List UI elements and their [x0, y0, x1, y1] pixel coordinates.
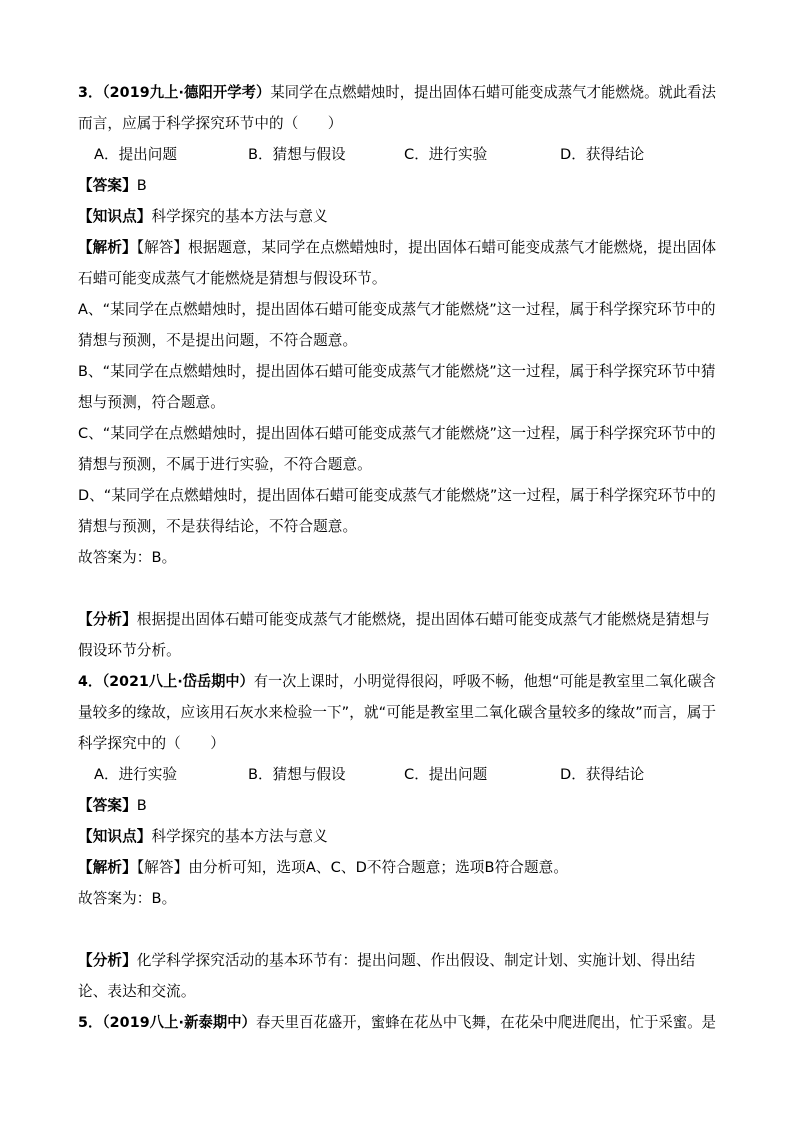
q3-explain-d-line2: 猜想与预测，不是获得结论，不符合题意。 — [78, 518, 358, 535]
q4-option-a: A．进行实验 — [94, 766, 177, 783]
analysis-tag: 【解析】 — [78, 239, 137, 256]
q5-stem-line1: 5．（2019八上·新泰期中）春天里百花盛开，蜜蜂在花丛中飞舞，在花朵中爬进爬出，忙于采蜜。是 — [78, 1014, 717, 1031]
q4-stem-line3: 科学探究中的（ ） — [78, 735, 225, 752]
q3-stem-line2: 而言，应属于科学探究环节中的（ ） — [78, 115, 343, 132]
q4-stem-line1: 4．（2021八上·岱岳期中）有一次上课时，小明觉得很闷，呼吸不畅，他想“可能是教室里二氧化碳含 — [78, 673, 716, 690]
q4-knowledge: 【知识点】科学探究的基本方法与意义 — [78, 828, 328, 845]
fenxi-tag: 【分析】 — [78, 952, 137, 969]
q3-explain-a-line1: A、“某同学在点燃蜡烛时，提出固体石蜡可能变成蒸气才能燃烧”这一过程，属于科学探究环节中的 — [78, 301, 716, 318]
q3-final-answer: 故答案为：B。 — [78, 549, 177, 566]
q3-explain-b-line1: B、“某同学在点燃蜡烛时，提出固体石蜡可能变成蒸气才能燃烧”这一过程，属于科学探究环节中猜 — [78, 363, 716, 380]
q4-option-b: B．猜想与假设 — [248, 766, 346, 783]
analysis-tag: 【解析】 — [78, 859, 137, 876]
q3-stem-line1: 3．（2019九上·德阳开学考）某同学在点燃蜡烛时，提出固体石蜡可能变成蒸气才能燃烧。就此看法 — [78, 84, 717, 101]
solution-tag: 【解答】 — [136, 859, 189, 876]
answer-tag: 【答案】 — [78, 177, 137, 194]
q4-stem-line2: 量较多的缘故，应该用石灰水来检验一下”，就“可能是教室里二氧化碳含量较多的缘故”而言，属于 — [78, 704, 717, 721]
fenxi-tag: 【分析】 — [78, 611, 137, 628]
answer-tag: 【答案】 — [78, 797, 137, 814]
q3-solution-line2: 石蜡可能变成蒸气才能燃烧是猜想与假设环节。 — [78, 270, 387, 287]
q4-option-c: C．提出问题 — [404, 766, 488, 783]
q3-explain-a-line2: 猜想与预测，不是提出问题，不符合题意。 — [78, 332, 358, 349]
q3-solution-line1: 【解析】【解答】根据题意，某同学在点燃蜡烛时，提出固体石蜡可能变成蒸气才能燃烧，提出固体 — [78, 239, 717, 256]
q4-answer: 【答案】B — [78, 797, 147, 814]
q3-fenxi-line1: 【分析】根据提出固体石蜡可能变成蒸气才能燃烧，提出固体石蜡可能变成蒸气才能燃烧是猜想与 — [78, 611, 710, 628]
solution-tag: 【解答】 — [136, 239, 189, 256]
q4-number: 4． — [78, 673, 103, 690]
q3-explain-b-line2: 想与预测，符合题意。 — [78, 394, 225, 411]
q3-answer: 【答案】B — [78, 177, 147, 194]
q4-source: （2021八上·岱岳期中） — [102, 673, 254, 690]
q4-solution-line1: 【解析】【解答】由分析可知，选项A、C、D不符合题意；选项B符合题意。 — [78, 859, 569, 876]
q4-fenxi-line2: 论、表达和交流。 — [78, 983, 196, 1000]
q5-source: （2019八上·新泰期中） — [102, 1014, 256, 1031]
q3-explain-c-line1: C、“某同学在点燃蜡烛时，提出固体石蜡可能变成蒸气才能燃烧”这一过程，属于科学探究环节中的 — [78, 425, 716, 442]
q3-explain-c-line2: 猜想与预测，不属于进行实验，不符合题意。 — [78, 456, 372, 473]
q3-fenxi-line2: 假设环节分析。 — [78, 642, 181, 659]
q3-knowledge: 【知识点】科学探究的基本方法与意义 — [78, 208, 328, 225]
knowledge-tag: 【知识点】 — [78, 828, 152, 845]
q5-number: 5． — [78, 1014, 103, 1031]
q3-option-b: B．猜想与假设 — [248, 146, 346, 163]
q4-fenxi-line1: 【分析】化学科学探究活动的基本环节有：提出问题、作出假设、制定计划、实施计划、得出结 — [78, 952, 696, 969]
knowledge-tag: 【知识点】 — [78, 208, 152, 225]
q4-final-answer: 故答案为：B。 — [78, 890, 177, 907]
q3-explain-d-line1: D、“某同学在点燃蜡烛时，提出固体石蜡可能变成蒸气才能燃烧”这一过程，属于科学探究环节中的 — [78, 487, 716, 504]
q3-option-d: D．获得结论 — [560, 146, 645, 163]
q3-option-c: C．进行实验 — [404, 146, 488, 163]
q3-option-a: A．提出问题 — [94, 146, 177, 163]
q3-source: （2019九上·德阳开学考） — [102, 84, 271, 101]
q3-number: 3． — [78, 84, 103, 101]
q4-option-d: D．获得结论 — [560, 766, 645, 783]
